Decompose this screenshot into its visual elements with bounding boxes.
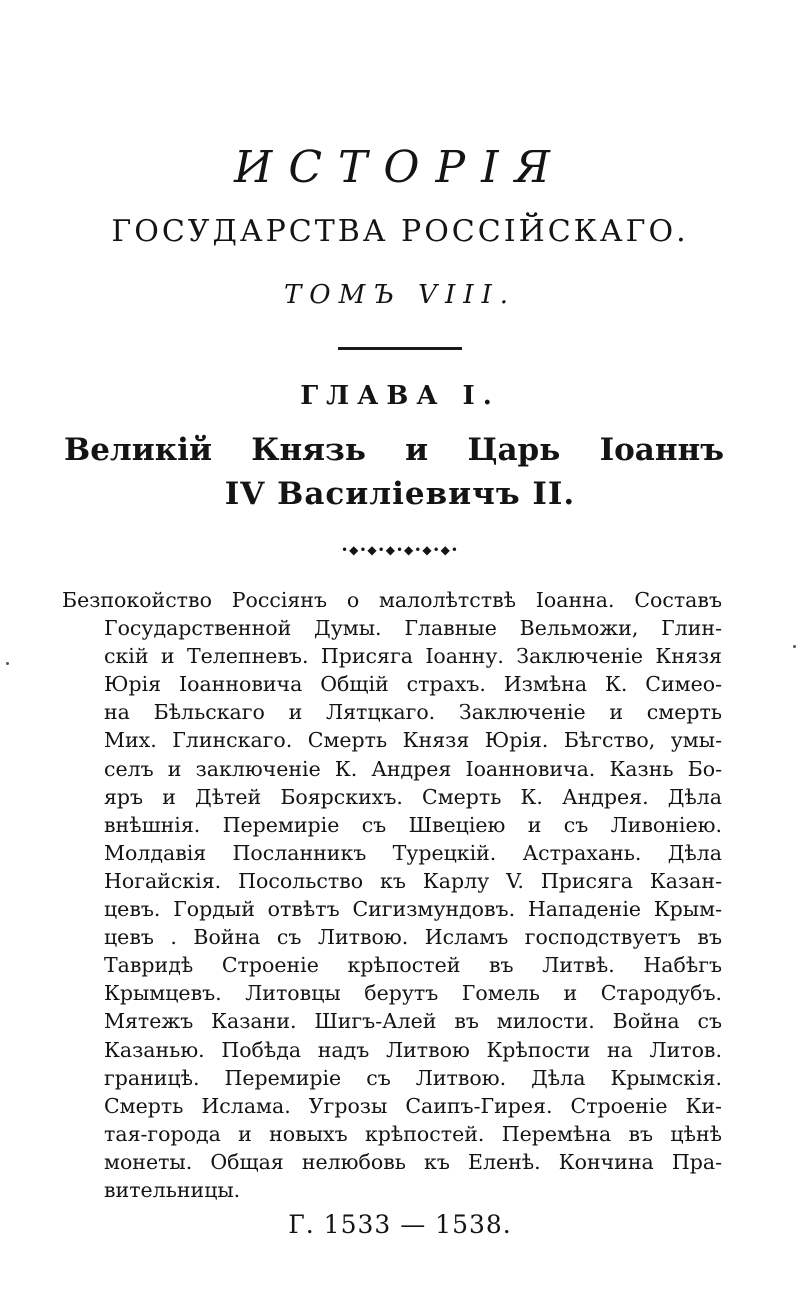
summary-line: Тавридѣ Строеніе крѣпостей въ Литвѣ. Набѣгъ: [104, 953, 722, 978]
summary-line: цевъ. Гордый отвѣтъ Сигизмундовъ. Нападеніе Крым-: [104, 897, 722, 922]
summary-line: Смерть Ислама. Угрозы Саипъ-Гирея. Строеніе Ки-: [104, 1093, 722, 1118]
summary-line: тая-города и новыхъ крѣпостей. Перемѣна въ цѣнѣ: [104, 1121, 722, 1146]
summary-line: Юрія Іоанновича Общій страхъ. Измѣна К. Симео-: [104, 672, 722, 697]
divider-rule: [338, 347, 462, 350]
summary-line: яръ и Дѣтей Боярскихъ. Смерть К. Андрея. Дѣла: [104, 784, 722, 809]
chapter-title-line-1: Великій Князь и Царь Іоаннъ: [64, 432, 724, 468]
summary-line: Мятежъ Казани. Шигъ-Алей въ милости. Война съ: [104, 1009, 722, 1034]
summary-line: на Бѣльскаго и Лятцкаго. Заключеніе и смерть: [104, 700, 722, 725]
summary-line: внѣшнія. Перемиріе съ Швеціею и съ Ливоніею.: [104, 812, 722, 837]
chapter-summary: [62, 586, 722, 1204]
book-subtitle: ГОСУДАРСТВА РОССІЙСКАГО.: [111, 214, 689, 249]
ornament-divider: •◆•◆•◆•◆•◆•◆•: [341, 543, 459, 557]
summary-line: цевъ . Война съ Литвою. Исламъ господствуетъ въ: [104, 925, 722, 950]
chapter-label: ГЛАВА I.: [300, 381, 500, 411]
book-title: ИСТОРІЯ: [234, 142, 566, 193]
summary-line: границѣ. Перемиріе съ Литвою. Дѣла Крымскія.: [104, 1065, 722, 1090]
margin-speck: [793, 645, 796, 648]
summary-line: селъ и заключеніе К. Андрея Іоанновича. Казнь Бо-: [104, 756, 722, 781]
summary-line: Крымцевъ. Литовцы берутъ Гомель и Стародубъ.: [104, 981, 722, 1006]
summary-line: монеты. Общая нелюбовь къ Еленѣ. Кончина Пра-: [104, 1149, 722, 1174]
chapter-title-line-2: IV Василіевичъ II.: [224, 476, 576, 512]
chapter-years: Г. 1533 — 1538.: [288, 1210, 512, 1239]
summary-line: Ногайскія. Посольство къ Карлу V. Присяга Казан-: [104, 868, 722, 893]
summary-line: скій и Телепневъ. Присяга Іоанну. Заключеніе Князя: [104, 644, 722, 669]
margin-speck: [6, 662, 9, 665]
summary-line: Мих. Глинскаго. Смерть Князя Юрія. Бѣгство, умы-: [104, 728, 722, 753]
summary-line: вительницы.: [104, 1177, 241, 1202]
summary-line: Безпокойство Россіянъ о малолѣтствѣ Іоанна. Составъ: [62, 588, 722, 612]
summary-line: Молдавія Посланникъ Турецкій. Астрахань. Дѣла: [104, 840, 722, 865]
summary-line: Казанью. Побѣда надъ Литвою Крѣпости на Литов.: [104, 1037, 722, 1062]
volume-number: ТОМЪ VIII.: [283, 280, 517, 310]
summary-line: Государственной Думы. Главные Вельможи, Глин-: [104, 616, 722, 641]
